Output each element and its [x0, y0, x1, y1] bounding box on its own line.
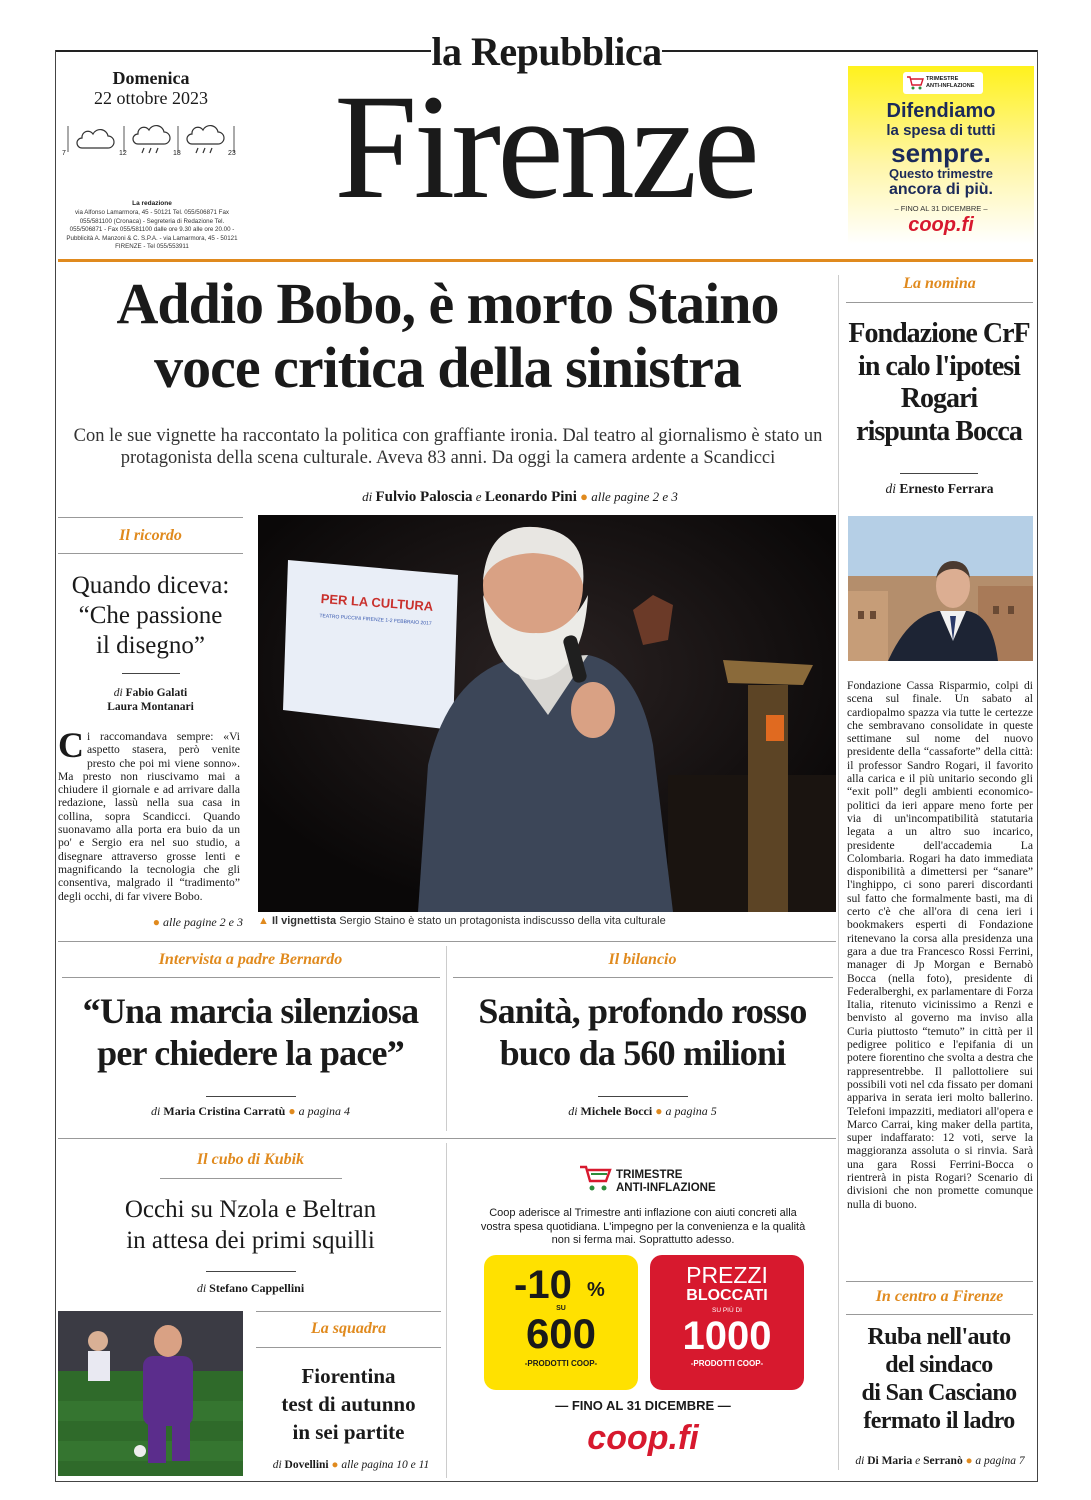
bilancio-short-rule: [598, 1096, 688, 1097]
weather-time-1: 12: [119, 150, 127, 157]
intervista-title-2: per chiedere la pace”: [97, 1033, 404, 1073]
ricordo-short-rule: [122, 673, 180, 674]
ricordo-byline: [58, 686, 243, 714]
squadra-title[interactable]: [256, 1362, 441, 1446]
football-photo-illustration: [58, 1311, 243, 1476]
ricordo-title-3: il disegno”: [95, 632, 205, 659]
centro-by-prefix: di: [855, 1455, 865, 1467]
staino-photo-illustration: [258, 515, 836, 912]
row2-top-rule: [58, 941, 836, 942]
ad-bottom-badge-1: TRIMESTRE: [616, 1169, 683, 1181]
nomina-kicker: La nomina: [903, 275, 976, 292]
rain-cloud-icon: [133, 126, 170, 153]
nomina-body: Fondazione Cassa Risparmio, colpi di scena sul finale. Un sabato al cardiopalmo spazza via tutte le certezze che sembravano consolidate in queste settimane sul nome del nuovo presidente della “cassaforte” della città: il professor Sandro Rogari, il favorito alla carica e il più unitario secondo gli “exit poll” degli ambienti economico-politici da ieri appare meno forte per via di un'incompatibilità statutaria legata a un altro suo incarico, presidente dell'accademia La Colombaria. Rogari ha dato immediata disponibilità a dimettersi per “sanare” l'inghippo, ci sono pareri discordanti sul fatto che formalmente basti, ma di certo c'è che all'ora di cena ieri i bookmakers esperti di Fondazione ritenevano la corsa alla presidenza una gara a due tra Francesco Rossi Ferrini, manager di Jp Morgan e Bernabò Bocca (nella foto), presidente di Federalberghi, ex parlamentare di Forza Italia, ritenuto vicinissimo a Renzi e benvisto al governo ma inviso alla Curia piuttosto “temuto” in città per il pedigree politico e l'epifania di un potere fiorentino che svolta a destra che rappresentrebbe. Il pallottoliere sui possibili voti nel cda fissato per domani appariva in serata ieri molto ballerino. Telefoni impazziti, mediatori all'opera e Marco Carrai, king maker della partita, super indaffarato: 12 voti, serve la maggioranza assoluta o si rinvia. Sarà una gara Rossi Ferrini-Bocca o rientrerà in pista Rogari? Scenario di divisioni che non promette comunque nulla di buono.: [847, 679, 1033, 1211]
ad-red-sub: -PRODOTTI COOP-: [690, 1359, 764, 1368]
centro-by-conj: e: [915, 1455, 921, 1467]
squadra-top-rule: [256, 1311, 441, 1312]
lead-headline-2: voce critica della sinistra: [154, 335, 741, 400]
bilancio-pages: a pagina 5: [665, 1104, 717, 1118]
ad-red-line1: PREZZI: [686, 1262, 768, 1288]
ad-red-num: 1000: [682, 1314, 772, 1358]
squadra-byline: [256, 1459, 446, 1471]
brand-logo[interactable]: la Repubblica: [431, 29, 662, 74]
centro-author-2: Serranò: [923, 1455, 963, 1467]
centro-title-1: Ruba nell'auto: [867, 1324, 1011, 1350]
centro-title[interactable]: [840, 1323, 1038, 1435]
kubik-kicker-rule: [160, 1178, 342, 1179]
lead-pages: alle pagine 2 e 3: [591, 489, 678, 504]
intervista-title-1: “Una marcia silenziosa: [82, 991, 419, 1031]
centro-kicker: In centro a Firenze: [875, 1288, 1004, 1305]
bullet-icon: ●: [331, 1459, 339, 1471]
lead-by-conj: e: [475, 489, 482, 504]
lead-by-prefix: di: [362, 489, 373, 504]
masthead-accent-rule: [58, 259, 1033, 262]
intervista-short-rule: [206, 1096, 296, 1097]
intervista-author: Maria Cristina Carratù: [163, 1104, 286, 1118]
lead-summary: Con le sue vignette ha raccontato la politica con graffiante ironia. Dal teatro al giornalismo è stato un protagonista della scena culturale. Aveva 83 anni. Da oggi la camera ardente a Scandicci: [73, 426, 823, 468]
ad-bottom-brand: coop.fi: [587, 1419, 699, 1457]
ad-bottom-badge-2: ANTI-INFLAZIONE: [616, 1182, 716, 1194]
right-column-divider: [838, 275, 839, 1470]
kubik-author: Stefano Cappellini: [209, 1281, 305, 1295]
nomina-author: Ernesto Ferrara: [899, 481, 994, 496]
ad-yellow-pct: -10: [514, 1263, 572, 1307]
cart-icon: [578, 1163, 612, 1193]
ad-bottom-prices-card[interactable]: [650, 1255, 804, 1390]
ad-top-line5: ancora di più.: [888, 181, 993, 198]
bilancio-title[interactable]: [449, 990, 836, 1074]
ricordo-title-1: Quando diceva:: [71, 572, 230, 599]
issue-date: 22 ottobre 2023: [94, 88, 208, 108]
nomina-photo[interactable]: [848, 516, 1033, 661]
ad-top-brand: coop.fi: [908, 214, 974, 236]
bilancio-kicker: Il bilancio: [608, 951, 677, 968]
ad-bottom-text: Coop aderisce al Trimestre anti inflazione con aiuti concreti alla vostra spesa quotidiana. L'impegno per la convenienza e la qualità non si ferma mai. Soprattutto adesso.: [480, 1207, 806, 1246]
centro-title-2: del sindaco: [885, 1352, 993, 1378]
lead-photo[interactable]: [258, 515, 836, 912]
row2-divider: [446, 946, 447, 1131]
ad-top-line1: Difendiamo: [886, 100, 996, 122]
projection-screen: [283, 560, 458, 730]
ad-top-line2: la spesa di tutti: [886, 122, 996, 139]
squadra-kicker-rule: [256, 1347, 441, 1348]
squadra-title-3: in sei partite: [292, 1420, 405, 1444]
cart-icon: [906, 75, 924, 91]
ricordo-body: [58, 725, 240, 903]
ricordo-author-2: Laura Montanari: [107, 701, 194, 713]
nomina-short-rule: [900, 473, 978, 474]
kubik-title[interactable]: [58, 1194, 443, 1256]
squadra-photo[interactable]: [58, 1311, 243, 1476]
ad-top-badge: [903, 72, 983, 94]
nomina-title-3: Rogari: [900, 383, 978, 414]
nomina-byline: [846, 481, 1033, 497]
caret-up-icon: ▲: [258, 915, 269, 927]
nomina-title-4: rispunta Bocca: [856, 415, 1022, 447]
squadra-pages: alle pagina 10 e 11: [341, 1459, 430, 1471]
masthead-rule-left: [55, 50, 431, 52]
lead-caption: [258, 915, 838, 927]
bullet-icon: ●: [152, 915, 161, 929]
lead-headline-1: Addio Bobo, è morto Staino: [116, 271, 779, 336]
squadra-title-1: Fiorentina: [301, 1364, 396, 1388]
page-frame-left: [55, 50, 56, 1482]
ad-yellow-pct-sign: %: [587, 1279, 605, 1301]
ricordo-top-rule: [58, 517, 243, 518]
ad-top-badge-1: TRIMESTRE: [926, 76, 959, 82]
nomina-title-2: in calo l'ipotesi: [858, 350, 1020, 382]
weather-icons: [66, 124, 238, 162]
page-frame-bottom: [55, 1481, 1038, 1482]
bilancio-title-1: Sanità, profondo rosso: [478, 991, 807, 1031]
cloud-icon: [77, 130, 114, 148]
kubik-short-rule: [206, 1271, 296, 1272]
lead-caption-bold: Il vignettista: [271, 915, 337, 927]
kubik-kicker: Il cubo di Kubik: [196, 1151, 305, 1168]
squadra-kicker: La squadra: [310, 1320, 387, 1337]
bilancio-title-2: buco da 560 milioni: [499, 1033, 786, 1073]
centro-top-rule: [846, 1281, 1033, 1282]
ad-red-line2: BLOCCATI: [686, 1287, 768, 1304]
centro-title-3: di San Casciano: [861, 1380, 1017, 1406]
rain-cloud-icon: [187, 126, 224, 153]
ricordo-pages-line: [58, 915, 243, 930]
ad-top[interactable]: [848, 66, 1034, 244]
row3-divider: [446, 1143, 447, 1478]
kubik-title-1: Occhi su Nzola e Beltran: [124, 1196, 377, 1223]
bilancio-author: Michele Bocci: [580, 1104, 653, 1118]
bilancio-by-prefix: di: [568, 1104, 578, 1118]
kubik-by-prefix: di: [196, 1281, 207, 1295]
city-title: Firenze: [334, 64, 756, 230]
bullet-icon: ●: [655, 1104, 663, 1118]
ricordo-kicker: Il ricordo: [119, 527, 182, 544]
lead-author-2: Leonardo Pini: [484, 489, 577, 505]
masthead-rule-right: [662, 50, 1038, 52]
redazione-title: La redazione: [132, 200, 172, 207]
nomina-title[interactable]: [840, 318, 1038, 448]
ad-bottom-discount-card[interactable]: [484, 1255, 638, 1390]
photo-sign-title: PER LA CULTURA: [320, 591, 434, 614]
ad-red-su: SU PIÙ DI: [712, 1307, 742, 1314]
ricordo-pages: alle pagine 2 e 3: [163, 915, 243, 929]
ad-top-badge-2: ANTI-INFLAZIONE: [926, 83, 975, 89]
bullet-icon: ●: [580, 489, 589, 504]
lead-author-1: Fulvio Paloscia: [375, 489, 473, 505]
nomina-title-1: Fondazione CrF: [848, 318, 1030, 349]
weather-time-0: 7: [62, 150, 66, 157]
bullet-icon: ●: [288, 1104, 296, 1118]
weather-time-3: 23: [228, 150, 236, 157]
intervista-by-prefix: di: [151, 1104, 161, 1118]
ricordo-dropcap: C: [58, 725, 84, 765]
centro-author-1: Di Maria: [867, 1455, 913, 1467]
lead-caption-text: Sergio Staino è stato un protagonista indiscusso della vita culturale: [339, 915, 666, 927]
weather-strip: [66, 124, 238, 162]
kubik-byline: [58, 1281, 443, 1296]
ricordo-body-text: i raccomandava sempre: «Vi aspetto stasera, però venite presto che poi mi viene sonno». Ma presto non riuscivamo mai a chiudere il giornale e ad arrivare dalla redazione, lassù nella sua casa in collina, sopra Scandicci. Quando suonavamo alla porta era buio da un po' e Sergio era nel suo studio, a disegnare attraverso grosse lenti e magnificando la tecnologia che gli consentiva, malgrado il “tradimento” degli occhi, di far vivere Bobo.: [58, 730, 240, 903]
nomina-kicker-rule: [846, 302, 1033, 303]
ad-top-line3: sempre.: [891, 138, 991, 168]
ricordo-title-2: “Che passione: [78, 602, 223, 629]
squadra-title-2: test di autunno: [281, 1392, 416, 1416]
ricordo-by-prefix: di: [113, 687, 123, 699]
redazione-text: via Alfonso Lamarmora, 45 - 50121 Tel. 055/506871 Fax 055/581100 (Cronaca) - Segreteria di Redazione Tel. 055/506871 - Fax 055/581100 dalle ore 9.30 alle ore 20.00 - Pubblicità A. Manzoni & C. S.P.A. - via Lamarmora, 45 - 50121 FIRENZE - Tel 055/553911: [66, 209, 238, 251]
photo-sign-sub: TEATRO PUCCINI FIRENZE 1-2 FEBBRAIO 2017: [319, 613, 432, 627]
ad-yellow-sub: -PRODOTTI COOP-: [524, 1359, 598, 1368]
kubik-title-2: in attesa dei primi squilli: [126, 1227, 375, 1254]
weather-time-2: 18: [173, 150, 181, 157]
intervista-pages: a pagina 4: [298, 1104, 350, 1118]
bilancio-byline: [449, 1104, 836, 1119]
bocca-photo-illustration: [848, 516, 1033, 661]
intervista-kicker-rule: [62, 977, 440, 978]
page-frame-right: [1037, 50, 1038, 1482]
ad-yellow-su: SU: [556, 1305, 566, 1312]
issue-day: Domenica: [112, 68, 190, 88]
centro-pages: a pagina 7: [975, 1455, 1025, 1467]
nomina-by-prefix: di: [885, 481, 897, 496]
ad-top-until: – FINO AL 31 DICEMBRE –: [894, 204, 988, 213]
centro-kicker-rule: [846, 1314, 1033, 1315]
bullet-icon: ●: [965, 1455, 973, 1467]
ricordo-author-1: Fabio Galati: [125, 687, 188, 699]
squadra-author: Dovellini: [284, 1459, 329, 1471]
ad-yellow-num: 600: [525, 1310, 597, 1357]
centro-byline: [843, 1455, 1037, 1467]
intervista-byline: [58, 1104, 443, 1119]
ad-bottom-until: — FINO AL 31 DICEMBRE —: [555, 1398, 731, 1413]
centro-title-4: fermato il ladro: [863, 1408, 1015, 1434]
intervista-title[interactable]: [58, 990, 443, 1074]
lead-headline[interactable]: [70, 272, 825, 400]
ricordo-kicker-rule: [58, 553, 243, 554]
lead-byline: [260, 489, 780, 506]
bilancio-kicker-rule: [453, 977, 833, 978]
ad-top-line4: Questo trimestre: [888, 166, 994, 181]
ad-bottom[interactable]: [450, 1143, 836, 1480]
intervista-kicker: Intervista a padre Bernardo: [158, 951, 343, 968]
row3-top-rule: [58, 1138, 836, 1139]
squadra-by-prefix: di: [272, 1459, 282, 1471]
ricordo-title[interactable]: [58, 571, 243, 661]
